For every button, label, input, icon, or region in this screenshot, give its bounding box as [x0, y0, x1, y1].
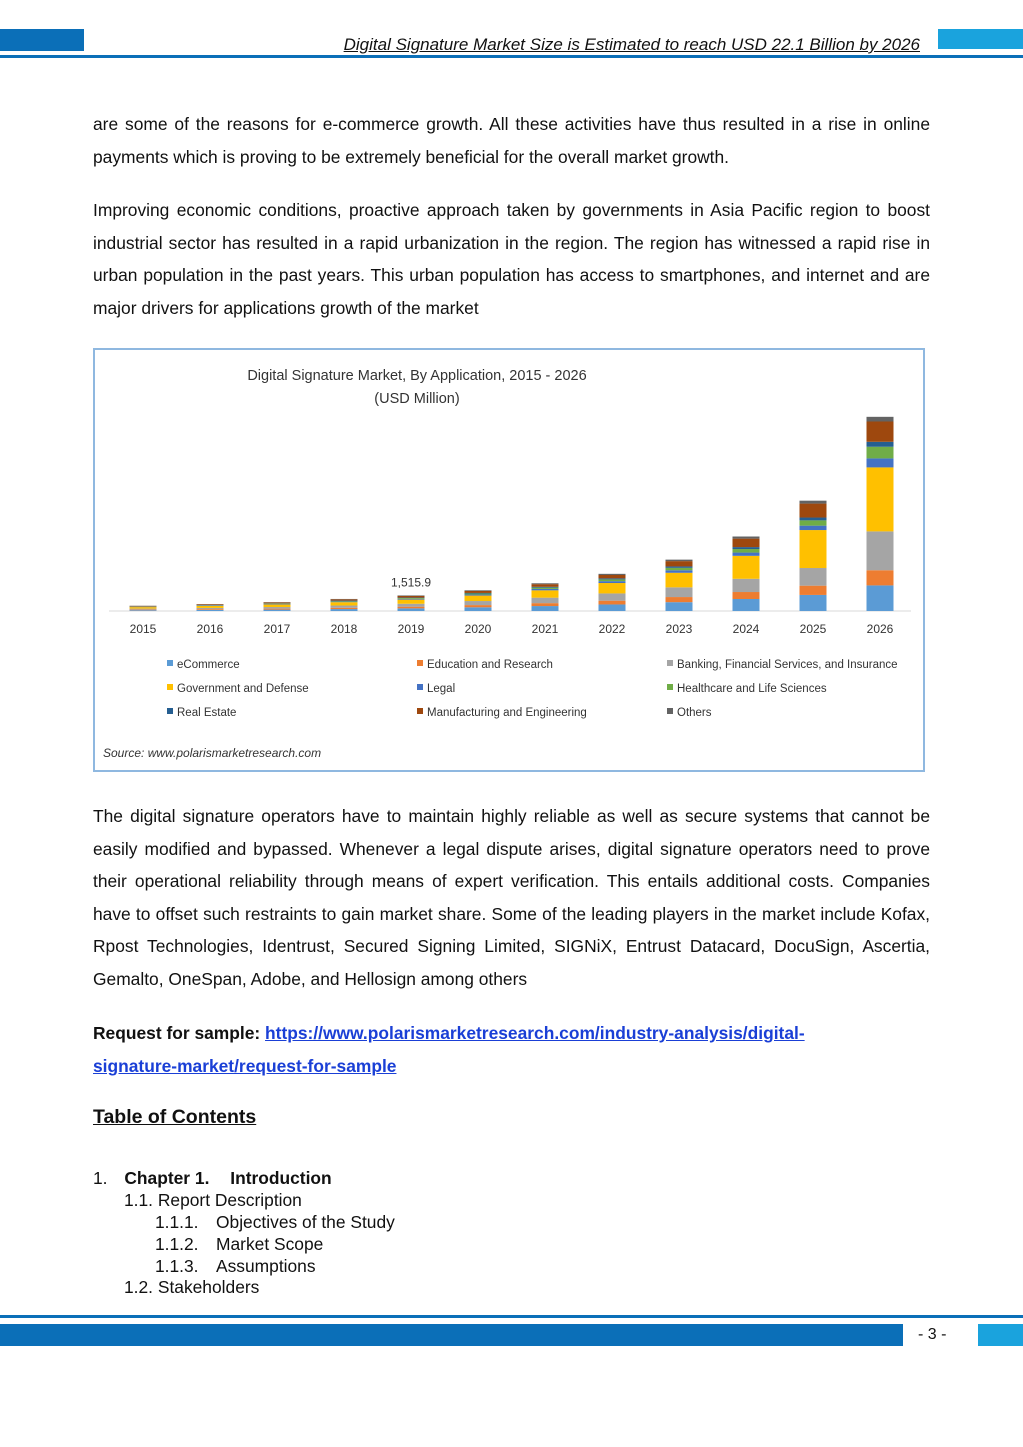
- bar-segment-2015-1: [130, 610, 157, 611]
- bar-segment-2019-3: [398, 600, 425, 604]
- bar-segment-2025-3: [800, 530, 827, 568]
- bar-segment-2024-7: [733, 539, 760, 547]
- data-label: 1,515.9: [390, 575, 432, 590]
- x-tick-label: 2025: [799, 622, 827, 636]
- bar-segment-2021-8: [532, 583, 559, 584]
- toc-item: [155, 1211, 395, 1233]
- bar-segment-2026-4: [867, 458, 894, 467]
- bar-segment-2025-1: [800, 586, 827, 595]
- x-tick-label: 2017: [263, 622, 291, 636]
- bar-segment-2015-0: [130, 610, 157, 611]
- bar-segment-2016-7: [197, 604, 224, 605]
- toc-item: 1.2. Stakeholders: [124, 1277, 260, 1297]
- page-number: - 3 -: [918, 1326, 947, 1343]
- bar-segment-2020-0: [465, 607, 492, 611]
- bar-segment-2020-3: [465, 596, 492, 601]
- bar-segment-2023-0: [666, 602, 693, 611]
- bar-segment-2025-4: [800, 526, 827, 530]
- bar-segment-2019-0: [398, 608, 425, 611]
- bar-segment-2020-4: [465, 594, 492, 595]
- toc-item-text: Assumptions: [216, 1256, 316, 1276]
- request-sample-link-line2: signature-market/request-for-sample: [93, 1055, 397, 1076]
- bar-segment-2023-5: [666, 568, 693, 570]
- bar-segment-2021-7: [532, 584, 559, 587]
- toc-title: Table of Contents: [93, 1106, 257, 1128]
- bar-segment-2017-3: [264, 604, 291, 607]
- x-tick-label: 2023: [665, 622, 693, 636]
- legend-swatch: [417, 660, 423, 666]
- bar-segment-2023-2: [666, 587, 693, 597]
- bar-segment-2021-0: [532, 606, 559, 611]
- x-tick-label: 2020: [464, 622, 492, 636]
- annotations-group: [391, 575, 431, 589]
- bar-segment-2018-2: [331, 606, 358, 608]
- request-sample: [93, 1017, 930, 1082]
- bar-segment-2020-7: [465, 591, 492, 593]
- bar-segment-2017-7: [264, 602, 291, 603]
- bar-segment-2024-0: [733, 599, 760, 611]
- legend-label: Real Estate: [177, 707, 237, 719]
- legend-label: Government and Defense: [177, 683, 309, 695]
- bar-segment-2021-4: [532, 589, 559, 590]
- toc-item-number: 1.1.2.: [155, 1234, 199, 1254]
- bar-segment-2026-0: [867, 585, 894, 611]
- x-tick-label: 2021: [531, 622, 559, 636]
- x-tick-label: 2018: [330, 622, 358, 636]
- legend-swatch: [667, 684, 673, 690]
- toc-chapter: [93, 1167, 332, 1189]
- toc-item-number: 1.1.1.: [155, 1212, 199, 1232]
- bar-segment-2026-6: [867, 442, 894, 447]
- toc-item-text: Market Scope: [216, 1234, 324, 1254]
- toc-item: [155, 1233, 323, 1255]
- bar-segment-2022-7: [599, 575, 626, 578]
- bar-segment-2015-7: [130, 606, 157, 607]
- paragraph-operators: The digital signature operators have to maintain highly reliable as well as secure systems that cannot be easily modified and bypassed. Whenever a legal dispute arises, digital signature operators need to prove their operational reliability through means of expert verification. This entails additional costs. Companies have to offset such restraints to gain market share. Some of the leading players in the market include Kofax, Rpost Technologies, Identrust, Secured Signing Limited, SIGNiX, Entrust Datacard, DocuSign, Ascertia, Gemalto, OneSpan, Adobe, and Hellosign among others: [93, 806, 930, 989]
- bar-segment-2016-3: [197, 606, 224, 608]
- toc-item-text: Objectives of the Study: [216, 1212, 395, 1232]
- bar-segment-2020-5: [465, 594, 492, 595]
- bar-segment-2023-6: [666, 566, 693, 567]
- bar-segment-2020-2: [465, 601, 492, 605]
- header-accent-bar-right: [938, 29, 1023, 49]
- legend-swatch: [667, 660, 673, 666]
- footer-accent-bar-left: [0, 1324, 903, 1346]
- bar-segment-2021-2: [532, 598, 559, 603]
- bar-segment-2024-6: [733, 547, 760, 549]
- toc-item: 1.1. Report Description: [124, 1190, 302, 1210]
- toc-item: [155, 1255, 316, 1277]
- bar-segment-2024-4: [733, 553, 760, 556]
- bar-segment-2023-1: [666, 597, 693, 602]
- legend-label: Education and Research: [427, 659, 553, 671]
- bar-segment-2025-2: [800, 568, 827, 586]
- chart-subtitle: (USD Million): [374, 391, 460, 407]
- bar-segment-2017-0: [264, 610, 291, 611]
- bar-segment-2019-2: [398, 604, 425, 607]
- x-tick-label: 2026: [866, 622, 894, 636]
- legend-label: Legal: [427, 683, 456, 695]
- paragraph-asia-pacific: Improving economic conditions, proactive approach taken by governments in Asia Pacific region to boost industrial sector has resulted in a rapid urbanization in the region. The region has witnessed a rapid rise in urban population in the past years. This urban population has access to smartphones, and internet and are major drivers for applications growth of the market: [93, 200, 930, 318]
- legend-label: Healthcare and Life Sciences: [677, 683, 827, 695]
- legend-label: Manufacturing and Engineering: [427, 707, 587, 719]
- legend-swatch: [167, 660, 173, 666]
- bar-segment-2022-6: [599, 578, 626, 579]
- legend-swatch: [167, 708, 173, 714]
- request-sample-label: Request for sample:: [93, 1023, 261, 1043]
- bar-segment-2026-8: [867, 417, 894, 422]
- bar-segment-2026-1: [867, 570, 894, 585]
- bar-segment-2019-1: [398, 607, 425, 609]
- bar-segment-2016-1: [197, 609, 224, 610]
- bar-segment-2026-5: [867, 447, 894, 459]
- bar-segment-2023-4: [666, 570, 693, 572]
- chart-canvas: [95, 350, 923, 770]
- bar-segment-2022-0: [599, 604, 626, 611]
- bar-segment-2025-6: [800, 518, 827, 521]
- bar-segment-2026-2: [867, 531, 894, 570]
- bar-segment-2022-8: [599, 574, 626, 575]
- chart-legend: [167, 659, 898, 719]
- bar-segment-2022-1: [599, 601, 626, 605]
- bar-segment-2018-4: [331, 602, 358, 603]
- bar-segment-2018-7: [331, 599, 358, 600]
- bar-segment-2025-7: [800, 504, 827, 518]
- bar-segment-2019-4: [398, 599, 425, 600]
- bar-segment-2022-2: [599, 593, 626, 600]
- chart-title: Digital Signature Market, By Application, 2015 - 2026: [247, 368, 587, 384]
- header-title: Digital Signature Market Size is Estimated to reach USD 22.1 Billion by 2026: [343, 35, 920, 54]
- bar-segment-2022-3: [599, 583, 626, 593]
- bar-segment-2020-1: [465, 605, 492, 607]
- toc-chapter-title: Introduction: [230, 1168, 332, 1188]
- bar-segment-2025-0: [800, 595, 827, 611]
- bar-segment-2016-2: [197, 608, 224, 609]
- legend-swatch: [417, 708, 423, 714]
- legend-swatch: [667, 708, 673, 714]
- x-tick-label: 2016: [196, 622, 224, 636]
- bar-segment-2024-1: [733, 592, 760, 599]
- paragraph-ecommerce: are some of the reasons for e-commerce growth. All these activities have thus resulted in a rise in online payments which is proving to be extremely beneficial for the overall market growth.: [93, 114, 930, 167]
- bar-segment-2023-3: [666, 573, 693, 588]
- bar-segment-2026-3: [867, 467, 894, 531]
- bar-segment-2019-5: [398, 598, 425, 599]
- header-accent-bar-left: [0, 29, 84, 51]
- bar-segment-2018-3: [331, 602, 358, 605]
- bar-segment-2026-7: [867, 422, 894, 442]
- toc-chapter-label: Chapter 1.: [124, 1168, 210, 1188]
- legend-swatch: [167, 684, 173, 690]
- bar-segment-2019-8: [398, 595, 425, 596]
- footer-rule: [0, 1315, 1023, 1318]
- bar-segment-2016-0: [197, 610, 224, 611]
- x-tick-label: 2022: [598, 622, 626, 636]
- x-tick-labels: [130, 622, 894, 636]
- bar-segment-2017-1: [264, 609, 291, 610]
- x-tick-label: 2019: [397, 622, 425, 636]
- bar-segment-2018-0: [331, 609, 358, 611]
- bar-segment-2024-3: [733, 556, 760, 579]
- bar-segment-2021-3: [532, 590, 559, 597]
- toc-chapter-number: 1.: [93, 1168, 108, 1188]
- toc-item-number: 1.1.3.: [155, 1256, 199, 1276]
- bar-segment-2021-5: [532, 588, 559, 589]
- bars-group: [130, 417, 894, 611]
- header-rule: [0, 55, 1023, 58]
- chart-source: Source: www.polarismarketresearch.com: [103, 746, 322, 760]
- x-tick-label: 2015: [129, 622, 157, 636]
- bar-segment-2018-5: [331, 601, 358, 602]
- bar-segment-2024-2: [733, 579, 760, 592]
- footer-accent-bar-right: [978, 1324, 1023, 1346]
- bar-segment-2019-7: [398, 596, 425, 598]
- legend-swatch: [417, 684, 423, 690]
- bar-segment-2023-7: [666, 561, 693, 566]
- bar-segment-2021-1: [532, 603, 559, 606]
- bar-segment-2024-5: [733, 549, 760, 553]
- application-chart: [93, 348, 925, 772]
- bar-segment-2021-6: [532, 587, 559, 588]
- bar-segment-2015-2: [130, 609, 157, 610]
- bar-segment-2023-8: [666, 560, 693, 562]
- bar-segment-2025-8: [800, 501, 827, 504]
- bar-segment-2022-5: [599, 579, 626, 581]
- request-sample-link-line1: https://www.polarismarketresearch.com/industry-analysis/digital-: [265, 1023, 805, 1043]
- legend-label: Others: [677, 707, 712, 719]
- bar-segment-2017-2: [264, 607, 291, 609]
- legend-label: Banking, Financial Services, and Insurance: [677, 659, 898, 671]
- x-tick-label: 2024: [732, 622, 760, 636]
- bar-segment-2020-8: [465, 590, 492, 591]
- bar-segment-2022-4: [599, 581, 626, 583]
- legend-label: eCommerce: [177, 659, 240, 671]
- bar-segment-2015-3: [130, 607, 157, 609]
- bar-segment-2025-5: [800, 520, 827, 525]
- bar-segment-2024-8: [733, 537, 760, 539]
- bar-segment-2020-6: [465, 593, 492, 594]
- bar-segment-2018-1: [331, 608, 358, 609]
